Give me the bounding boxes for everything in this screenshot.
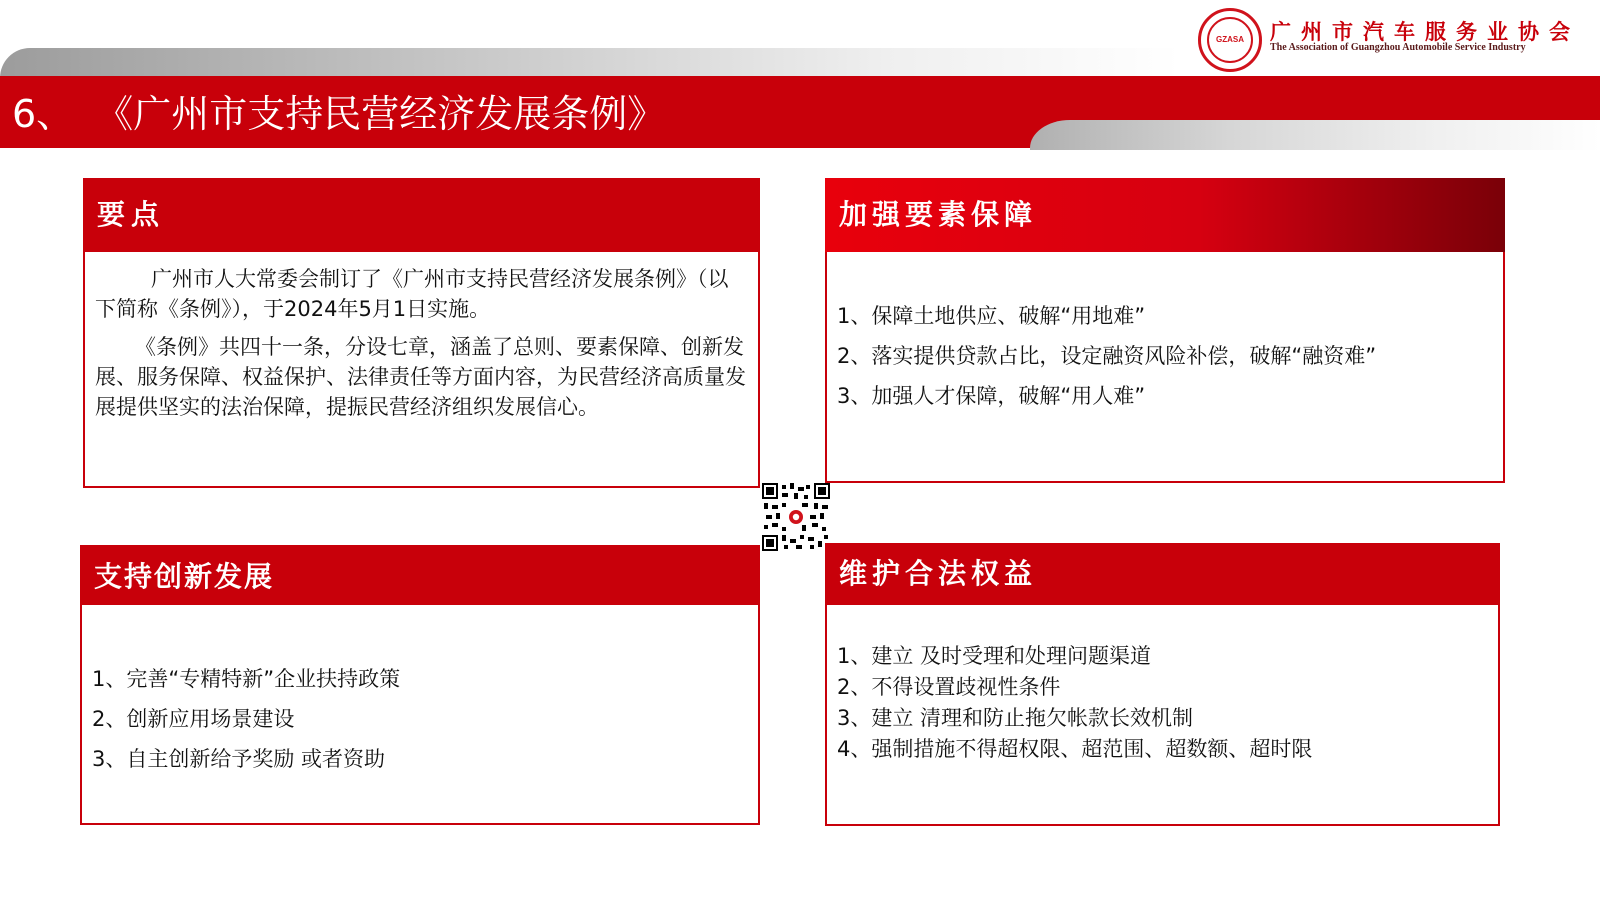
list-item: 3、建立 清理和防止拖欠帐款长效机制 [837,706,1194,730]
organization-name-cn: 广州市汽车服务业协会 [1270,20,1580,44]
rights-panel [825,543,1500,826]
list-item: 1、完善“专精特新”企业扶持政策 [92,667,401,691]
rights-header: 维护合法权益 [825,543,1500,605]
logo-text: GZASA [1216,35,1244,44]
list-item: 2、落实提供贷款占比，设定融资风险补偿，破解“融资难” [837,344,1377,368]
factor-guarantee-panel [825,178,1505,483]
organization-name-en: The Association of Guangzhou Automobile Service Industry [1270,42,1526,53]
list-item: 2、创新应用场景建设 [92,707,295,731]
slide-title-text: 《广州市支持民营经济发展条例》 [114,92,666,136]
innovation-list [92,659,748,779]
factor-guarantee-header: 加强要素保障 [825,178,1505,252]
title-band-swoosh [1030,120,1600,150]
key-points-paragraph-2: 《条例》共四十一条，分设七章，涵盖了总则、要素保障、创新发展、服务保障、权益保护、法律责任等方面内容，为民营经济高质量发展提供坚实的法治保障，提振民营经济组织发展信心。 [95,335,746,419]
list-item: 1、建立 及时受理和处理问题渠道 [837,644,1152,668]
list-item: 3、自主创新给予奖励 或者资助 [92,747,386,771]
key-points-paragraph-1: 广州市人大常委会制订了《广州市支持民营经济发展条例》（以下简称《条例》），于2024年5月1日实施。 [95,267,729,321]
list-item: 3、加强人才保障，破解“用人难” [837,384,1146,408]
list-item: 2、不得设置歧视性条件 [837,675,1061,699]
qr-code-icon [762,483,830,551]
key-points-body [95,264,748,422]
key-points-header: 要点 [83,178,760,252]
innovation-header: 支持创新发展 [80,545,760,605]
top-decorative-swoosh [0,48,1180,78]
rights-list [837,641,1488,765]
list-item: 1、保障土地供应、破解“用地难” [837,304,1146,328]
list-item: 4、强制措施不得超权限、超范围、超数额、超时限 [837,737,1313,761]
slide-number: 6、 [12,92,75,136]
innovation-panel [80,545,760,825]
factor-guarantee-list [837,296,1493,416]
page-title [12,90,665,138]
key-points-panel [83,178,760,488]
association-logo [1198,8,1262,72]
